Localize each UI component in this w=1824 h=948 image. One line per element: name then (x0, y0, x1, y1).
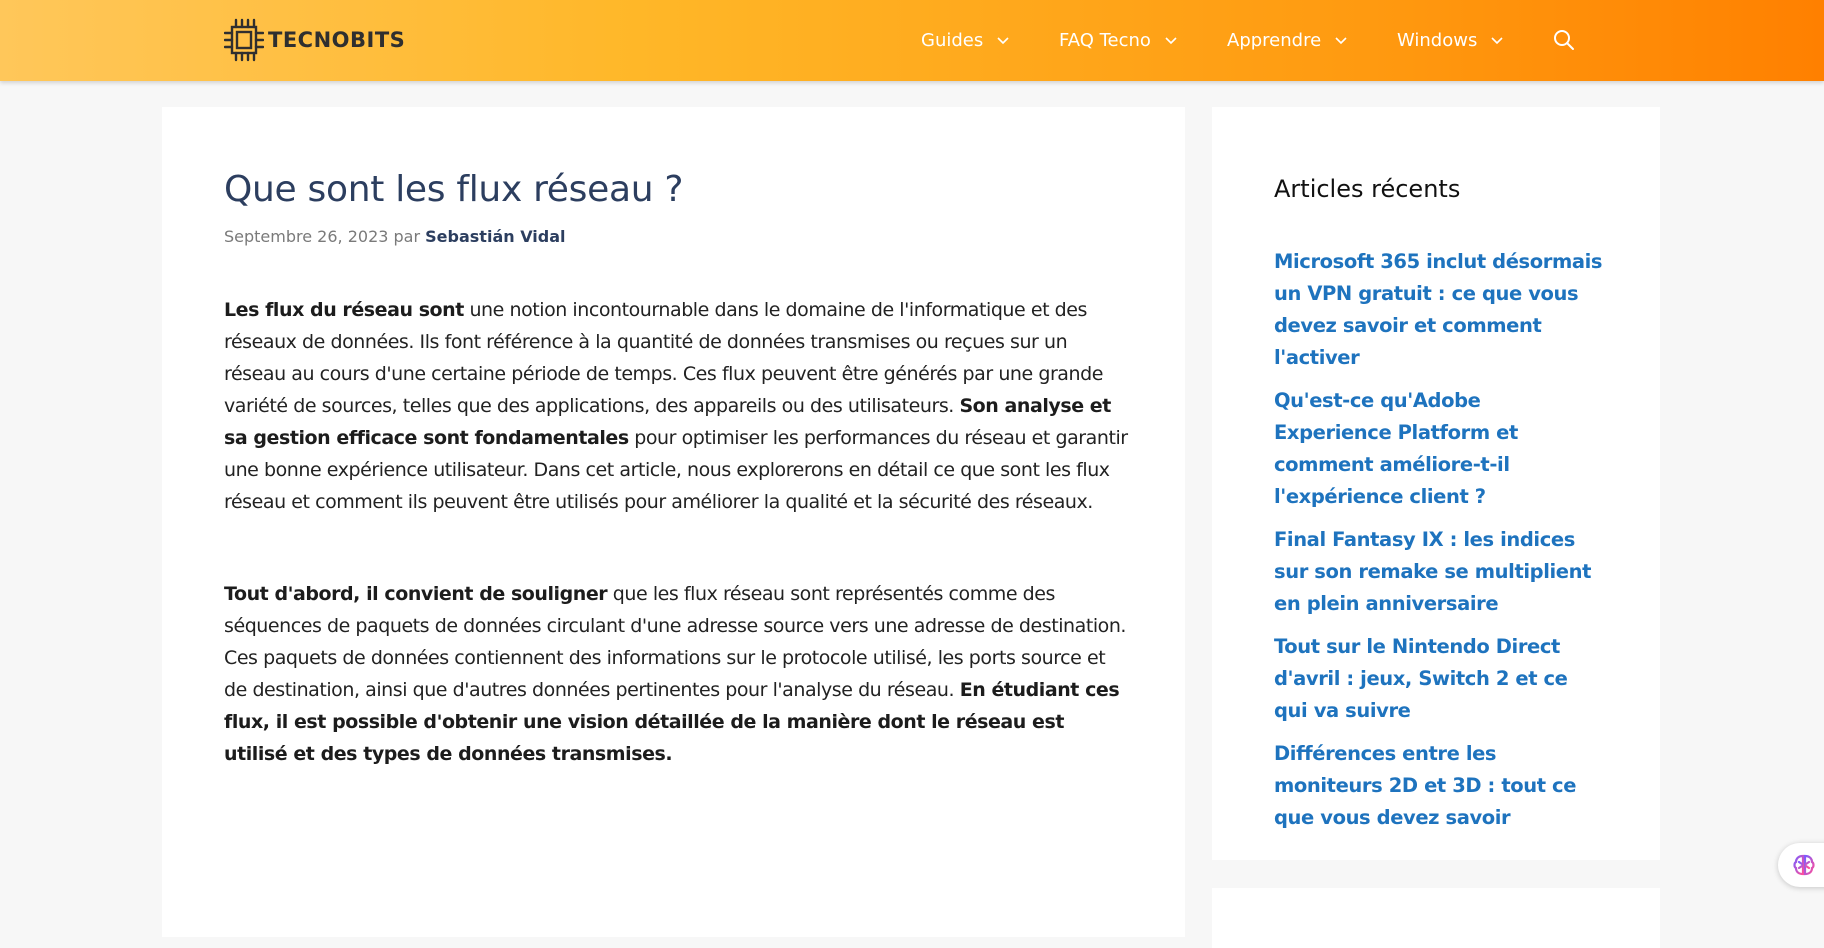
page-title: Que sont les flux réseau ? (224, 169, 684, 210)
sidebar-title: Articles récents (1274, 175, 1461, 203)
chevron-down-icon (1165, 37, 1177, 45)
site-logo[interactable] (224, 17, 405, 63)
nav-item-windows[interactable] (1397, 0, 1503, 81)
nav-item-apprendre[interactable] (1227, 0, 1347, 81)
article-meta (224, 227, 566, 246)
search-button[interactable] (1553, 29, 1577, 53)
chevron-down-icon (1491, 37, 1503, 45)
nav-item-label: Guides (921, 30, 984, 51)
bold-text: Tout d'abord, il convient de souligner (224, 583, 608, 605)
paragraph-text: une notion incontournable dans le domaine de l'informatique et des réseaux de données. Ils font référence à la quantité de données transmises ou reçues sur un réseau au cours d'une certaine période de temps. Ces flux peuvent être générés par une grande variété de sources, telles que des applications, des appareils ou des utilisateurs. (224, 299, 1103, 417)
search-icon (1553, 29, 1575, 51)
article-date: Septembre 26, 2023 (224, 227, 389, 246)
article-paragraph-2 (224, 578, 1130, 770)
recent-article-link[interactable]: Microsoft 365 inclut désormais un VPN gratuit : ce que vous devez savoir et comment l'activer (1274, 250, 1603, 369)
recent-article-link[interactable]: Final Fantasy IX : les indices sur son remake se multiplient en plein anniversaire (1274, 528, 1592, 615)
bold-text: Les flux du réseau sont (224, 299, 464, 321)
nav-item-label: Windows (1397, 30, 1478, 51)
logo-text: TECNOBITS (268, 28, 406, 52)
brain-icon (1792, 853, 1816, 877)
recent-article-link[interactable]: Différences entre les moniteurs 2D et 3D : tout ce que vous devez savoir (1274, 742, 1577, 829)
chip-icon (224, 18, 264, 62)
bold-text: Son analyse et sa gestion efficace sont fondamentales (224, 395, 1111, 449)
nav-item-label: Apprendre (1227, 30, 1322, 51)
list-item (1274, 631, 1604, 727)
site-header (0, 0, 1824, 81)
recent-article-link[interactable]: Tout sur le Nintendo Direct d'avril : jeux, Switch 2 et ce qui va suivre (1274, 635, 1568, 722)
chevron-down-icon (1335, 37, 1347, 45)
nav-item-faq-tecno[interactable] (1059, 0, 1177, 81)
paragraph-text: que les flux réseau sont représentés comme des séquences de paquets de données circulant d'une adresse source vers une adresse de destination. Ces paquets de données contiennent des informations sur le protocole utilisé, les ports source et de destination, ainsi que d'autres données pertinentes pour l'analyse du réseau. (224, 583, 1126, 701)
list-item (1274, 738, 1604, 834)
bold-text: En étudiant ces flux, il est possible d'obtenir une vision détaillée de la manière dont le réseau est utilisé et des types de données transmises. (224, 679, 1120, 765)
list-item (1274, 385, 1604, 513)
sidebar-recent-articles (1212, 107, 1660, 860)
author-link[interactable]: Sebastián Vidal (425, 227, 566, 246)
article-container (162, 107, 1185, 937)
nav-item-label: FAQ Tecno (1059, 30, 1151, 51)
meta-by: par (393, 227, 421, 246)
recent-article-link[interactable]: Qu'est-ce qu'Adobe Experience Platform et comment améliore-t-il l'expérience client ? (1274, 389, 1518, 508)
nav-item-guides[interactable] (921, 0, 1009, 81)
list-item (1274, 524, 1604, 620)
assistant-button[interactable] (1778, 843, 1824, 887)
chevron-down-icon (997, 37, 1009, 45)
recent-articles-list (1274, 246, 1604, 845)
article-paragraph-1 (224, 294, 1130, 518)
sidebar-widget (1212, 888, 1660, 948)
paragraph-text: pour optimiser les performances du réseau et garantir une bonne expérience utilisateur. Dans cet article, nous explorerons en détail ce que sont les flux réseau et comment ils peuvent être utilisés pour améliorer la qualité et la sécurité des réseaux. (224, 427, 1128, 513)
list-item (1274, 246, 1604, 374)
